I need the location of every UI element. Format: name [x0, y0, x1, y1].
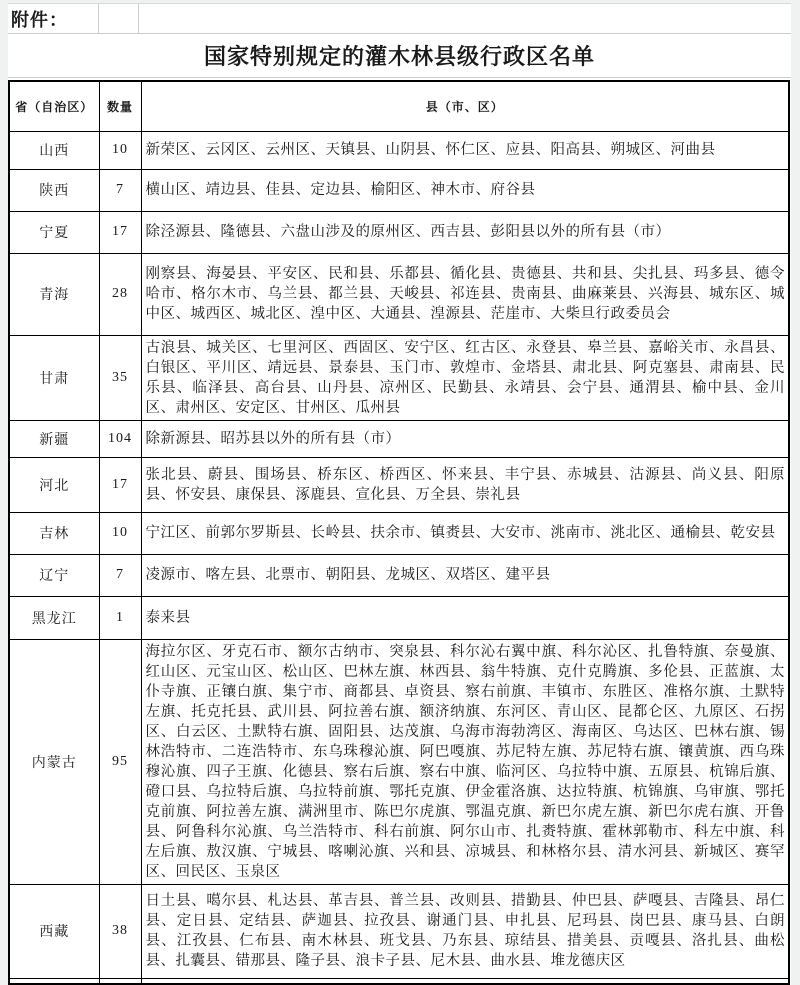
page-title: 国家特别规定的灌木林县级行政区名单: [203, 44, 595, 69]
counties-cell: 凌源市、喀左县、北票市、朝阳县、龙城区、双塔区、建平县: [141, 554, 789, 596]
province-cell: 青海: [9, 253, 99, 335]
header-counties: 县（市、区）: [141, 81, 789, 131]
count-cell: 104: [99, 420, 141, 457]
province-cell: [9, 978, 99, 984]
table-row: [9, 639, 789, 884]
table-row: [9, 211, 789, 253]
province-cell: 宁夏: [9, 211, 99, 253]
attachment-label: 附件：: [11, 9, 68, 30]
counties-cell: 古浪县、城关区、七里河区、西固区、安宁区、红古区、永登县、皋兰县、嘉峪关市、永昌县、白银区、平川区、靖远县、景泰县、玉门市、敦煌市、金塔县、肃北县、阿克塞县、肃南县、民乐县、临泽县、高台县、山丹县、凉州区、民勤县、永靖县、会宁县、通渭县、榆中县、金川区、肃州区、安定区、甘州区、瓜州县: [141, 335, 789, 420]
table-row: [9, 884, 789, 978]
province-cell: 辽宁: [9, 554, 99, 596]
province-cell: 西藏: [9, 884, 99, 978]
counties-cell: [141, 978, 789, 984]
table-row: [9, 554, 789, 596]
count-cell: 95: [99, 639, 141, 884]
province-cell: 黑龙江: [9, 596, 99, 639]
table-row: [9, 420, 789, 457]
header-count: 数量: [99, 81, 141, 131]
province-cell: 甘肃: [9, 335, 99, 420]
gridline-divider: [138, 4, 139, 33]
counties-cell: 宁江区、前郭尔罗斯县、长岭县、扶余市、镇赉县、大安市、洮南市、洮北区、通榆县、乾安县: [141, 512, 789, 554]
header-province: 省（自治区）: [9, 81, 99, 131]
counties-cell: 泰来县: [141, 596, 789, 639]
counties-cell: 海拉尔区、牙克石市、额尔古纳市、突泉县、科尔沁右翼中旗、科尔沁区、扎鲁特旗、奈曼旗、红山区、元宝山区、松山区、巴林左旗、林西县、翁牛特旗、克什克腾旗、多伦县、正蓝旗、太仆寺旗、正镶白旗、集宁市、商都县、卓资县、察右前旗、丰镇市、东胜区、准格尔旗、土默特左旗、托克托县、武川县、阿拉善右旗、额济纳旗、东河区、青山区、昆都仑区、九原区、石拐区、白云区、土默特右旗、固阳县、达茂旗、乌海市海勃湾区、海南区、乌达区、巴林右旗、锡林浩特市、二连浩特市、东乌珠穆沁旗、阿巴嘎旗、苏尼特左旗、苏尼特右旗、镶黄旗、西乌珠穆沁旗、四子王旗、化德县、察右后旗、察右中旗、临河区、乌拉特中旗、五原县、杭锦后旗、磴口县、乌拉特后旗、乌拉特前旗、鄂托克旗、伊金霍洛旗、达拉特旗、杭锦旗、乌审旗、鄂托克前旗、阿拉善左旗、满洲里市、陈巴尔虎旗、鄂温克旗、新巴尔虎左旗、新巴尔虎右旗、开鲁县、阿鲁科尔沁旗、乌兰浩特市、科右前旗、阿尔山市、扎赉特旗、霍林郭勒市、科左中旗、科左后旗、敖汉旗、宁城县、喀喇沁旗、兴和县、凉城县、和林格尔县、清水河县、新城区、赛罕区、回民区、玉泉区: [141, 639, 789, 884]
attachment-strip: [8, 4, 791, 34]
province-cell: 吉林: [9, 512, 99, 554]
counties-cell: 新荣区、云冈区、云州区、天镇县、山阴县、怀仁区、应县、阳高县、朔城区、河曲县: [141, 131, 789, 169]
counties-cell: 日土县、噶尔县、札达县、革吉县、普兰县、改则县、措勤县、仲巴县、萨嘎县、吉隆县、昂仁县、定日县、定结县、萨迦县、拉孜县、谢通门县、申扎县、尼玛县、岗巴县、康马县、白朗县、江孜县、仁布县、南木林县、班戈县、乃东县、琼结县、措美县、贡嘎县、洛扎县、曲松县、扎囊县、错那县、隆子县、浪卡子县、尼木县、曲水县、堆龙德庆区: [141, 884, 789, 978]
counties-cell: 除泾源县、隆德县、六盘山涉及的原州区、西吉县、彭阳县以外的所有县（市）: [141, 211, 789, 253]
counties-cell: 除新源县、昭苏县以外的所有县（市）: [141, 420, 789, 457]
table-row: [9, 335, 789, 420]
counties-cell: 刚察县、海晏县、平安区、民和县、乐都县、循化县、贵德县、共和县、尖扎县、玛多县、德令哈市、格尔木市、乌兰县、都兰县、天峻县、祁连县、贵南县、曲麻莱县、兴海县、城东区、城中区、城西区、城北区、湟中区、大通县、湟源县、茫崖市、大柴旦行政委员会: [141, 253, 789, 335]
count-cell: 10: [99, 131, 141, 169]
count-cell: [99, 978, 141, 984]
count-cell: 35: [99, 335, 141, 420]
counties-table: [8, 80, 790, 985]
province-cell: 河北: [9, 457, 99, 512]
table-header-row: [9, 81, 789, 131]
count-cell: 17: [99, 211, 141, 253]
counties-cell: 横山区、靖边县、佳县、定边县、榆阳区、神木市、府谷县: [141, 169, 789, 211]
province-cell: 新疆: [9, 420, 99, 457]
province-cell: 山西: [9, 131, 99, 169]
count-cell: 7: [99, 554, 141, 596]
table-row: [9, 457, 789, 512]
count-cell: 38: [99, 884, 141, 978]
count-cell: 17: [99, 457, 141, 512]
count-cell: 28: [99, 253, 141, 335]
table-row: [9, 169, 789, 211]
document-sheet: [8, 3, 791, 985]
count-cell: 7: [99, 169, 141, 211]
table-row: [9, 978, 789, 984]
table-row: [9, 131, 789, 169]
title-row: [8, 34, 791, 78]
count-cell: 10: [99, 512, 141, 554]
table-row: [9, 512, 789, 554]
count-cell: 1: [99, 596, 141, 639]
gridline-divider: [98, 4, 99, 33]
province-cell: 陕西: [9, 169, 99, 211]
counties-cell: 张北县、蔚县、围场县、桥东区、桥西区、怀来县、丰宁县、赤城县、沽源县、尚义县、阳原县、怀安县、康保县、涿鹿县、宣化县、万全县、崇礼县: [141, 457, 789, 512]
province-cell: 内蒙古: [9, 639, 99, 884]
table-row: [9, 253, 789, 335]
table-row: [9, 596, 789, 639]
